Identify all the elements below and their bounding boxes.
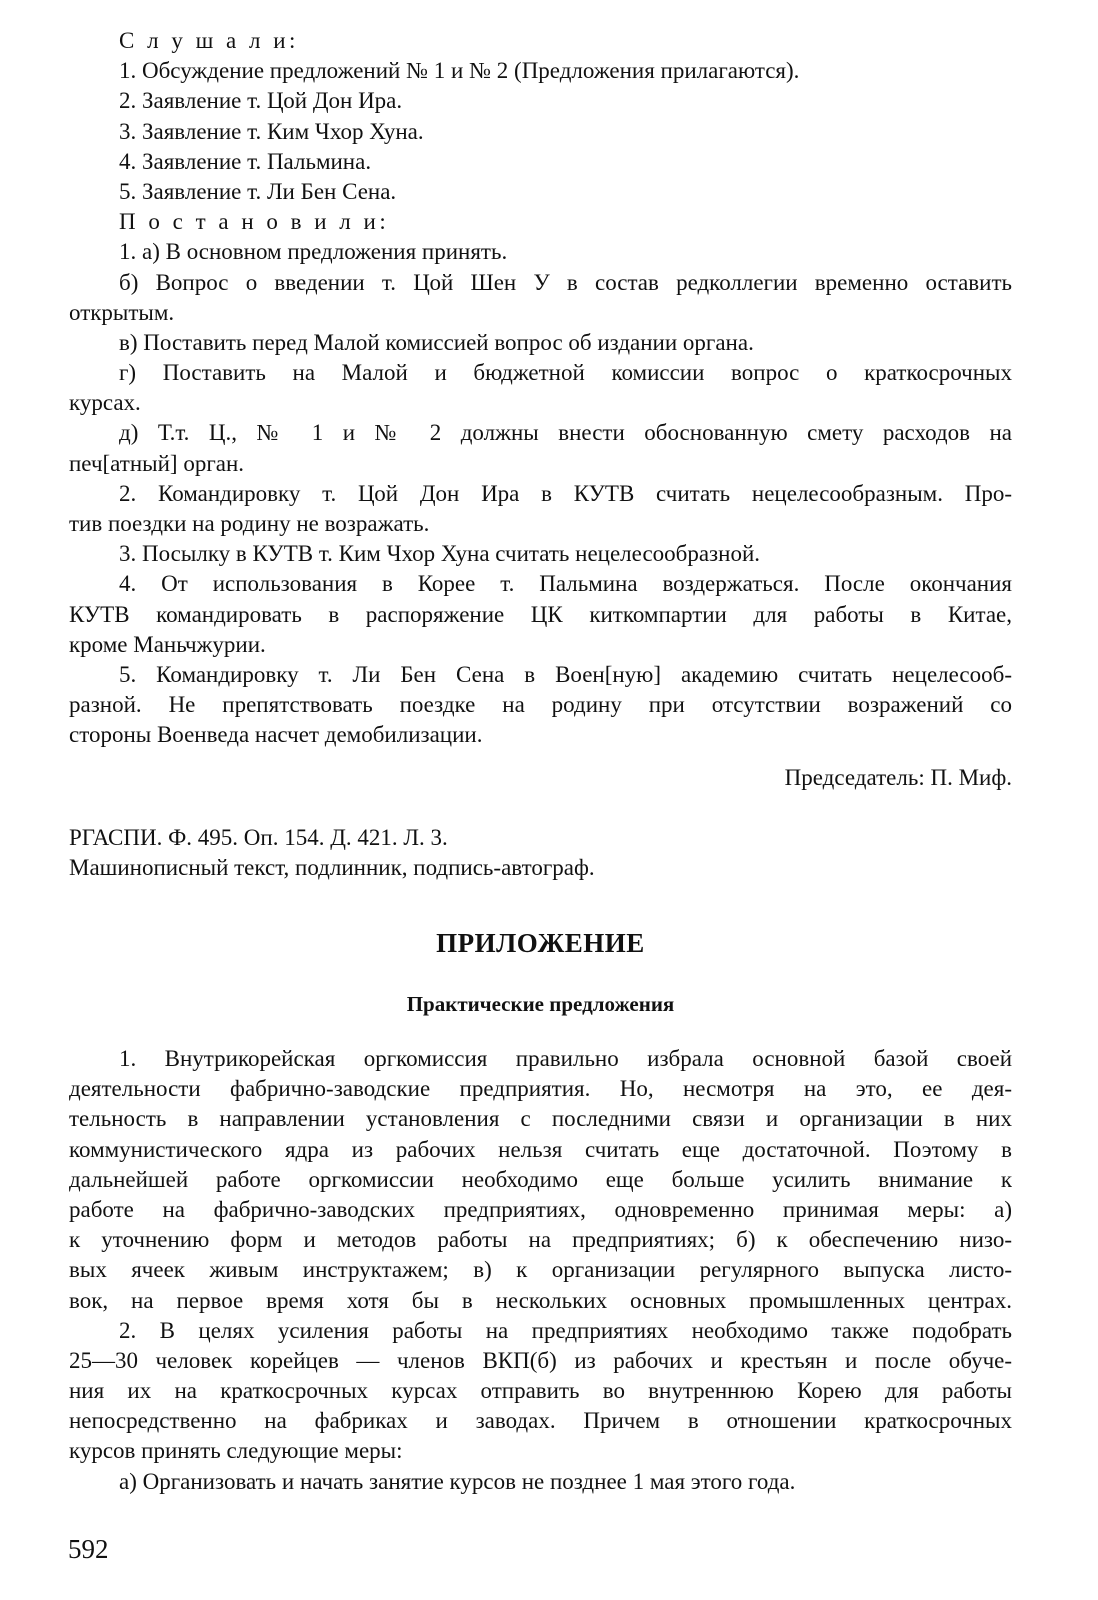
text-line: б) Вопрос о введении т. Цой Шен У в состав редколлегии временно оставить xyxy=(119,269,1012,295)
text-line: 25—30 человек корейцев — членов ВКП(б) из рабочих и крестьян и после обуче- xyxy=(69,1347,1012,1373)
appendix-body xyxy=(69,1044,1012,1497)
text-line: стороны Военведа насчет демобилизации. xyxy=(69,722,483,748)
text-line: 2. В целях усиления работы на предприятиях необходимо также подобрать xyxy=(119,1317,1012,1343)
text-line: к уточнению форм и методов работы на предприятиях; б) к обеспечению низо- xyxy=(69,1227,1012,1253)
text-line: КУТВ командировать в распоряжение ЦК киткомпартии для работы в Китае, xyxy=(69,601,1012,627)
text-line: коммунистического ядра из рабочих нельзя считать еще достаточной. Поэтому в xyxy=(69,1136,1012,1162)
text-line: 2. Командировку т. Цой Дон Ира в КУТВ считать нецелесообразным. Про- xyxy=(119,480,1012,506)
appendix-title: ПРИЛОЖЕНИЕ xyxy=(436,928,645,958)
text-line: С л у ш а л и: xyxy=(119,28,299,53)
text-line: печ[атный] орган. xyxy=(69,450,245,476)
text-line: 4. От использования в Корее т. Пальмина воздержаться. После окончания xyxy=(119,571,1012,597)
text-line: 5. Командировку т. Ли Бен Сена в Воен[ную] академию считать нецелесооб- xyxy=(119,661,1012,687)
text-line: а) Организовать и начать занятие курсов не позднее 1 мая этого года. xyxy=(119,1468,796,1494)
text-line: 1. Обсуждение предложений № 1 и № 2 (Предложения прилагаются). xyxy=(119,58,800,84)
text-line: разной. Не препятствовать поездке на родину при отсутствии возражений со xyxy=(69,692,1012,718)
text-line: вок, на первое время хотя бы в нескольких основных промышленных центрах. xyxy=(69,1287,1012,1313)
text-line: 4. Заявление т. Пальмина. xyxy=(119,148,372,174)
text-line: деятельности фабрично-заводские предприятия. Но, несмотря на это, ее дея- xyxy=(69,1076,1012,1102)
appendix-subtitle: Практические предложения xyxy=(406,992,675,1016)
archive-note: Машинописный текст, подлинник, подпись-автограф. xyxy=(69,855,595,881)
text-line: П о с т а н о в и л и: xyxy=(119,209,390,235)
text-line: 3. Посылку в КУТВ т. Ким Чхор Хуна считать нецелесообразной. xyxy=(119,541,761,567)
text-line: курсах. xyxy=(69,390,141,416)
archive-reference xyxy=(69,823,1012,883)
text-line: курсов принять следующие меры: xyxy=(69,1438,403,1464)
text-line: 1. Внутрикорейская оргкомиссия правильно избрала основной базой своей xyxy=(119,1046,1012,1071)
chairman-signature: Председатель: П. Миф. xyxy=(784,765,1012,790)
text-line: кроме Маньчжурии. xyxy=(69,631,266,657)
text-line: вых ячеек живым инструктажем; в) к организации регулярного выпуска листо- xyxy=(69,1257,1012,1283)
text-line: ния их на краткосрочных курсах отправить во внутреннюю Корею для работы xyxy=(69,1378,1012,1404)
protocol-section xyxy=(69,26,1012,751)
archive-ref: РГАСПИ. Ф. 495. Оп. 154. Д. 421. Л. 3. xyxy=(69,825,448,850)
text-line: 5. Заявление т. Ли Бен Сена. xyxy=(119,178,397,204)
text-line: дальнейшей работе оргкомиссии необходимо еще больше усилить внимание к xyxy=(69,1166,1012,1192)
page-number: 592 xyxy=(68,1534,109,1564)
text-line: работе на фабрично-заводских предприятиях, одновременно принимая меры: а) xyxy=(69,1196,1012,1222)
text-line: 1. а) В основном предложения принять. xyxy=(119,239,508,265)
text-line: 2. Заявление т. Цой Дон Ира. xyxy=(119,88,403,114)
text-line: д) Т.т. Ц., № 1 и № 2 должны внести обоснованную смету расходов на xyxy=(119,420,1012,446)
text-line: в) Поставить перед Малой комиссией вопрос об издании органа. xyxy=(119,329,754,355)
text-line: тельность в направлении установления с последними связи и организации в них xyxy=(69,1106,1012,1132)
text-line: 3. Заявление т. Ким Чхор Хуна. xyxy=(119,118,424,144)
text-line: г) Поставить на Малой и бюджетной комиссии вопрос о краткосрочных xyxy=(119,360,1012,386)
text-line: открытым. xyxy=(69,299,175,325)
text-line: тив поездки на родину не возражать. xyxy=(69,511,430,536)
text-line: непосредственно на фабриках и заводах. Причем в отношении краткосрочных xyxy=(69,1408,1012,1434)
